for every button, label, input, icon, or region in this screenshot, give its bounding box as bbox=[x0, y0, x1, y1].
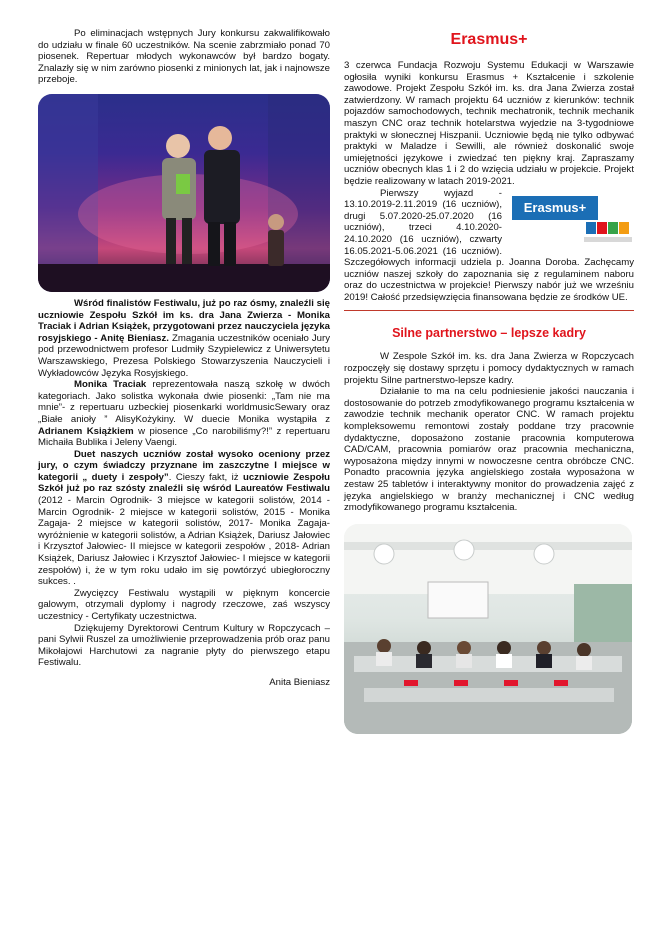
laureates-list-text: (2012 - Marcin Ogrodnik- 3 miejsce w kategorii solistów, 2014 - Marcin Ogrodnik- 2 miejsce w kategorii solistów, 2015 - Monika Zagaja- 2 miejsce w kategorii solistów, 2017- Monika Zagaja-wyróżnienie w kategorii solistów, a Adrian Książek, Dariusz Jałowiec i Krzysztof Jałowiec- II miejsce w kategorii zespołów , 2018- Adrian Książek, Dariusz Jałowiec i Krzysztof Jałowiec- I miejsce w kategorii zespołów) i, że w tym roku udało im się powtórzyć ubiegłoroczny sukces. . bbox=[38, 495, 330, 588]
paragraph-duet bbox=[38, 449, 330, 588]
duet-bold-text: Duet naszych uczniów został wysoko oceniony przez jury, o czym świadczy przyznane im zaszczytne I miejsce w kategorii „ duety i zespoły” bbox=[38, 448, 330, 483]
section-divider bbox=[344, 310, 634, 311]
author-signature: Anita Bieniasz bbox=[269, 676, 330, 688]
stage-photo-illustration bbox=[38, 94, 330, 292]
logos-block bbox=[510, 190, 634, 250]
name-monika: Monika Traciak bbox=[74, 379, 147, 391]
classroom-photo-illustration bbox=[344, 524, 632, 734]
name-adrian: Adrianem Książkiem bbox=[38, 425, 134, 437]
finalists-bold-text: Wśród finalistów Festiwalu, już po raz ósmy, znaleźli się uczniowie Zespołu Szkół im ks. dra Jana Zwierza - Monika Traciak i Adrian Książek, przygotowani przez nauczyciela języka rosyjskiego - Anitę Bieniasz. bbox=[38, 297, 330, 344]
paragraph-winners: Zwycięzcy Festiwalu wystąpili w pięknym koncercie galowym, otrzymali dyplomy i nagrody rzeczowe, zaś wszyscy uczestnicy - Certyfikaty uczestnictwa. bbox=[38, 587, 330, 622]
classroom-photo bbox=[344, 524, 632, 734]
erasmus-heading: Erasmus+ bbox=[450, 31, 528, 48]
monika-text-b: w piosence „Co narobiliśmy?!” z repertuaru Michaiła Bublika i Jeleny Vaengi. bbox=[38, 425, 331, 449]
finalists-rest-text: Zmagania uczestników oceniało Jury pod przewodnictwem profesor Ludmiły Szypielewicz z Uniwersytetu Warszawskiego, Prezesa Polskiego Stowarzyszenia Nauczycieli i Wykładowców Języka Rosyjskiego. bbox=[38, 332, 330, 379]
paragraph-deliveries: W Zespole Szkół im. ks. dra Jana Zwierza w Ropczycach rozpoczęły się dostawy sprzętu i pomocy dydaktycznych w ramach projektu Silne partnerstwo-lepsze kadry. bbox=[344, 351, 634, 386]
monika-text-a: reprezentowała naszą szkołę w dwóch kategoriach. Jako solistka wykonała dwie piosenki: „Tam nie ma mnie”- z repertuaru uzbeckiej piosenkarki worldmusicSewary oraz „Białe anioły ” AlisyKożykiny. W duecie Monika wystąpiła z bbox=[38, 379, 330, 425]
frse-logo bbox=[586, 222, 630, 236]
duet-text-a: . Cieszy fakt, iż bbox=[168, 471, 243, 483]
festival-stage-photo bbox=[38, 94, 330, 292]
paragraph-erasmus-trips: Pierwszy wyjazd - 13.10.2019-2.11.2019 (16 uczniów), drugi 5.07.2020-25.07.2020 (16 uczniów), trzeci 4.10.2020-24.10.2020 (16 uczniów), czwarty 16.05.2021-5.06.2021 (16 uczniów). Szczegółowych informacji udziela p. Joanna Doroba. Zachęcamy uczniów naszej szkoły do zapoznania się z regulaminem naboru oraz do uczestnictwa w projekcie! Pierwszy nabór już we wrześniu 2019! Całość przedsięwzięcia finansowana będzie ze środków UE. bbox=[344, 187, 634, 303]
left-column bbox=[38, 28, 330, 689]
right-column bbox=[344, 28, 634, 734]
paragraph-finalists bbox=[38, 298, 330, 379]
erasmus-logo: Erasmus+ bbox=[512, 196, 598, 220]
laureates-bold-text: uczniowie Zespołu Szkół już po raz szósty znaleźli się wśród Laureatów Festiwalu bbox=[38, 471, 330, 495]
paragraph-modernisation: Działanie to ma na celu podniesienie jakości nauczania i dostosowanie do potrzeb zmodyfikowanego programu kształcenia w zawodzie technik mechanik operator CNC. W ramach projektu kompleksowemu remontowi zostały poddane trzy pracownie dydaktyczne, doposażono zostanie pracownia komputerowa CAD/CAM, pracownia pomiarów oraz pracownia mechaniczna, wyposażona między innymi w nowoczesne centra obróbcze CNC. Ponadto pracownia języka angielskiego została wyposażona w zestaw 25 tabletów i interaktywny monitor do prowadzenia zajęć z języka angielskiego w branży mechanicznej i CNC według zmodyfikowanego programu kształcenia. bbox=[344, 386, 634, 514]
paragraph-eliminations: Po eliminacjach wstępnych Jury konkursu zakwalifikowało do udziału w finale 60 uczestników. Na scenie zabrzmiało ponad 70 piosenek. Repertuar młodych wykonawców był bardzo bogaty. Znalazły się w nim zarówno piosenki z minionych lat, jak i najnowsze przeboje. bbox=[38, 28, 330, 86]
paragraph-erasmus-results: 3 czerwca Fundacja Rozwoju Systemu Edukacji w Warszawie ogłosiła wyniki konkursu Erasmus + Kształcenie i szkolenie zawodowe. Projekt Zespołu Szkół im. ks. dra Jana Zwierza został zatwierdzony. W ramach projektu 64 uczniów z kierunków: technik pojazdów samochodowych, technik mechatronik, technik mechanik maszyn CNC oraz technik hotelarstwa wyjedzie na 3-tygodniowe praktyki w słonecznej Hiszpanii. Uczniowie będą nie tylko odbywać praktyki w Maladze i Sewilli, ale również doskonalić swoje umiejętności językowe i zwiedzać ten piękny kraj. Zapraszamy uczniów obecnych klas 1 i 2 do wzięcia udziału w projekcie. Projekt będzie realizowany w latach 2019-2021. bbox=[344, 60, 634, 187]
silne-partnerstwo-heading: Silne partnerstwo – lepsze kadry bbox=[392, 326, 586, 341]
paragraph-monika bbox=[38, 379, 330, 449]
frse-logo-caption bbox=[584, 237, 632, 242]
paragraph-thanks: Dziękujemy Dyrektorowi Centrum Kultury w Ropczycach – pani Sylwii Ruszel za umożliwienie przeprowadzenia prób oraz panu Mikołajowi Harchutowi za nagranie płyty do pierwszego etapu Festiwalu. bbox=[38, 622, 330, 669]
